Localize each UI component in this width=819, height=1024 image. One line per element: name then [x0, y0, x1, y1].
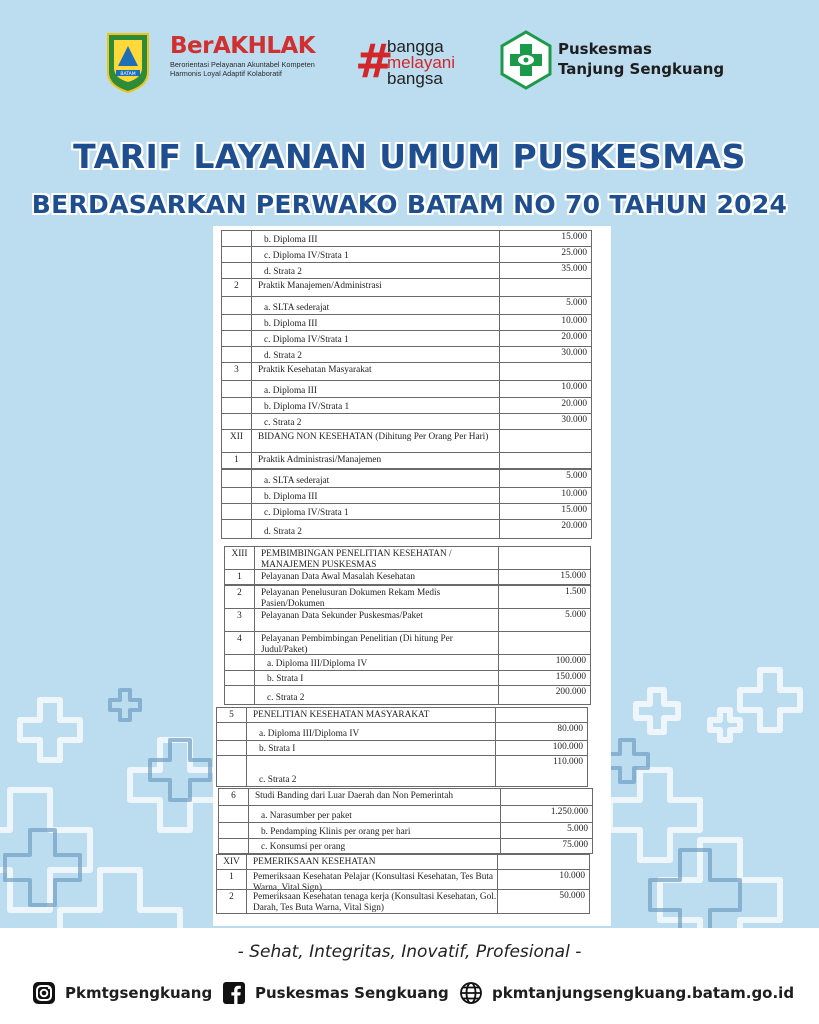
page-subtitle: BERDASARKAN PERWAKO BATAM NO 70 TAHUN 2024 — [31, 190, 788, 219]
row-description: b. Diploma III — [264, 491, 318, 502]
row-description: b. Strata I — [267, 673, 304, 684]
table-row — [221, 519, 592, 539]
row-description: Praktik Manajemen/Administrasi — [258, 281, 382, 291]
table-row — [218, 805, 593, 823]
table-row — [216, 869, 590, 893]
row-description: c. Konsumsi per orang — [261, 841, 346, 852]
row-tariff: 25.000 — [499, 247, 591, 262]
row-description: a. Diploma III/Diploma IV — [259, 728, 360, 739]
footer-tagline: - Sehat, Integritas, Inovatif, Profesional - — [237, 942, 582, 962]
row-number — [222, 488, 252, 503]
row-description: c. Strata 2 — [259, 774, 297, 785]
instagram-icon — [32, 981, 56, 1005]
table-row — [218, 838, 593, 854]
row-description: Praktik Administrasi/Manajemen — [258, 455, 382, 465]
row-tariff: 1.250.000 — [500, 806, 592, 822]
row-description: b. Diploma IV/Strata 1 — [264, 401, 350, 412]
row-description: Pelayanan Data Awal Masalah Kesehatan — [261, 572, 416, 582]
row-number — [222, 381, 252, 397]
table-row — [216, 707, 588, 723]
row-tariff — [497, 855, 589, 869]
row-tariff: 1.500 — [498, 586, 590, 608]
row-number — [222, 263, 252, 278]
puskesmas-name — [558, 39, 724, 79]
row-tariff: 110.000 — [495, 756, 587, 786]
berakhlak-wordmark: BerAKHLAK — [170, 33, 316, 59]
berakhlak-logo — [170, 32, 345, 78]
row-number: 2 — [217, 890, 247, 913]
row-number — [222, 331, 252, 346]
row-description: d. Strata 2 — [264, 526, 302, 537]
row-description: d. Strata 2 — [264, 266, 302, 277]
row-number — [217, 723, 247, 740]
row-description: a. SLTA sederajat — [264, 302, 330, 313]
table-row — [221, 452, 592, 469]
row-tariff: 5.000 — [499, 297, 591, 314]
row-description: b. Strata I — [259, 743, 296, 754]
table-row — [218, 822, 593, 839]
row-description: Pemeriksaan Kesehatan Pelajar (Konsultasi Kesehatan, Tes Buta Warna, Vital Sign) — [253, 872, 494, 893]
row-number — [225, 671, 255, 685]
row-tariff: 75.000 — [500, 839, 592, 853]
row-tariff — [499, 363, 591, 380]
melayani-text: melayani — [387, 53, 456, 72]
row-tariff: 200.000 — [498, 686, 590, 704]
table-row — [224, 670, 591, 686]
page-title: TARIF LAYANAN UMUM PUSKESMAS — [73, 137, 746, 176]
bangga-text: bangga — [387, 37, 444, 56]
table-row — [221, 487, 592, 504]
table-row — [221, 262, 592, 279]
row-description: Pelayanan Data Sekunder Puskesmas/Paket — [261, 611, 423, 621]
row-tariff — [499, 430, 591, 452]
row-number — [225, 655, 255, 670]
row-description: b. Diploma III — [264, 318, 318, 329]
row-description: b. Diploma III — [264, 234, 318, 245]
row-description: c. Diploma IV/Strata 1 — [264, 250, 349, 261]
row-number: XIV — [217, 855, 247, 869]
row-description: PEMBIMBINGAN PENELITIAN KESEHATAN / MANAJEMEN PUSKESMAS — [261, 549, 452, 570]
row-description: c. Strata 2 — [264, 417, 302, 428]
table-row — [216, 722, 588, 741]
row-description: d. Strata 2 — [264, 350, 302, 361]
row-tariff — [500, 789, 592, 805]
row-number — [222, 297, 252, 314]
instagram-link[interactable] — [32, 980, 212, 1006]
row-tariff: 30.000 — [499, 347, 591, 362]
row-number: XII — [222, 430, 252, 452]
row-tariff: 10.000 — [499, 381, 591, 397]
row-tariff: 15.000 — [499, 231, 591, 246]
row-number: 2 — [222, 279, 252, 296]
table-row — [221, 503, 592, 520]
row-number — [222, 398, 252, 413]
row-tariff: 10.000 — [499, 488, 591, 503]
row-description: b. Pendamping Klinis per orang per hari — [261, 826, 411, 837]
facebook-page-name: Puskesmas Sengkuang — [255, 984, 449, 1002]
row-number: 1 — [222, 453, 252, 468]
row-tariff: 20.000 — [499, 520, 591, 538]
row-number: 4 — [225, 632, 255, 654]
instagram-handle: Pkmtgsengkuang — [65, 984, 213, 1002]
row-tariff: 30.000 — [499, 414, 591, 429]
row-tariff: 80.000 — [495, 723, 587, 740]
row-number — [222, 504, 252, 519]
table-row — [221, 397, 592, 414]
row-tariff: 150.000 — [498, 671, 590, 685]
table-row — [221, 330, 592, 347]
hash-symbol: # — [355, 34, 394, 88]
table-row — [224, 654, 591, 671]
row-description: c. Strata 2 — [267, 692, 305, 703]
berakhlak-tagline-2: Harmonis Loyal Adaptif Kolaboratif — [170, 69, 282, 78]
row-description: a. Narasumber per paket — [261, 810, 352, 821]
row-tariff: 100.000 — [495, 741, 587, 755]
row-description: c. Diploma IV/Strata 1 — [264, 507, 349, 518]
row-number: 3 — [222, 363, 252, 380]
row-tariff: 20.000 — [499, 398, 591, 413]
bangga-melayani-bangsa-logo — [355, 36, 485, 96]
row-tariff: 100.000 — [498, 655, 590, 670]
table-row — [224, 569, 591, 585]
row-tariff: 15.000 — [498, 570, 590, 584]
table-row — [224, 685, 591, 705]
row-number — [222, 347, 252, 362]
puskesmas-name-line2: Tanjung Sengkuang — [558, 60, 725, 78]
row-number — [225, 686, 255, 704]
row-number — [222, 520, 252, 538]
row-number: 1 — [225, 570, 255, 584]
row-tariff — [499, 279, 591, 296]
row-number — [222, 247, 252, 262]
row-tariff: 10.000 — [497, 870, 589, 889]
table-row — [221, 362, 592, 381]
row-description: a. SLTA sederajat — [264, 475, 330, 486]
row-number — [219, 839, 249, 853]
row-description: PENELITIAN KESEHATAN MASYARAKAT — [253, 710, 430, 720]
row-description: Pelayanan Penelusuran Dokumen Rekam Medis Pasien/Dokumen — [261, 588, 441, 609]
row-number: 3 — [225, 609, 255, 631]
row-tariff: 10.000 — [499, 315, 591, 330]
row-tariff: 5.000 — [500, 823, 592, 838]
batam-logo-text: BATAM — [120, 72, 136, 77]
row-number: 6 — [219, 789, 249, 805]
row-description: PEMERIKSAAN KESEHATAN — [253, 857, 376, 867]
row-tariff: 5.000 — [499, 470, 591, 487]
table-row — [224, 546, 591, 570]
berakhlak-tagline-1: Berorientasi Pelayanan Akuntabel Kompeten — [170, 60, 315, 69]
row-number — [217, 741, 247, 755]
table-row — [216, 755, 588, 787]
table-row — [224, 585, 591, 609]
row-number — [222, 470, 252, 487]
website-url: pkmtanjungsengkuang.batam.go.id — [492, 984, 795, 1002]
table-row — [221, 230, 592, 247]
row-number — [222, 231, 252, 246]
row-description: Pelayanan Pembimbingan Penelitian (Di hitung Per Judul/Paket) — [261, 634, 453, 655]
tariff-document — [213, 226, 611, 926]
row-number — [217, 756, 247, 786]
row-tariff: 50.000 — [497, 890, 589, 913]
row-tariff: 35.000 — [499, 263, 591, 278]
row-number — [219, 806, 249, 822]
row-number — [222, 315, 252, 330]
row-description: a. Diploma III — [264, 385, 317, 396]
globe-icon — [459, 981, 483, 1005]
table-row — [221, 278, 592, 297]
row-tariff: 5.000 — [498, 609, 590, 631]
row-number — [219, 823, 249, 838]
table-row — [221, 246, 592, 263]
footer — [0, 928, 819, 1024]
row-description: Studi Banding dari Luar Daerah dan Non Pemerintah — [255, 791, 454, 801]
header-logos — [0, 22, 819, 102]
row-tariff — [498, 547, 590, 569]
table-row — [216, 889, 590, 914]
row-description: c. Diploma IV/Strata 1 — [264, 334, 349, 345]
row-number: XIII — [225, 547, 255, 569]
row-number: 1 — [217, 870, 247, 889]
website-link[interactable] — [459, 980, 794, 1006]
row-description: a. Diploma III/Diploma IV — [267, 658, 368, 669]
table-row — [221, 380, 592, 398]
row-tariff — [499, 453, 591, 468]
table-row — [221, 469, 592, 488]
table-row — [224, 631, 591, 655]
facebook-icon — [222, 981, 246, 1005]
table-row — [224, 608, 591, 632]
row-tariff: 15.000 — [499, 504, 591, 519]
table-row — [216, 854, 590, 870]
table-row — [221, 346, 592, 363]
bangsa-text: bangsa — [387, 69, 443, 88]
facebook-link[interactable] — [222, 980, 449, 1006]
row-tariff: 20.000 — [499, 331, 591, 346]
table-row — [221, 314, 592, 331]
table-row — [218, 788, 593, 806]
row-description: Praktik Kesehatan Masyarakat — [258, 365, 372, 375]
row-tariff — [495, 708, 587, 722]
table-row — [221, 413, 592, 430]
table-row — [216, 740, 588, 756]
row-tariff — [498, 632, 590, 654]
table-row — [221, 429, 592, 453]
puskesmas-name-line1: Puskesmas — [558, 40, 652, 58]
row-description: Pemeriksaan Kesehatan tenaga kerja (Konsultasi Kesehatan, Gol. Darah, Tes Buta Warna, Vital Sign) — [253, 892, 497, 913]
puskesmas-logo — [500, 30, 552, 90]
batam-city-logo — [104, 30, 152, 94]
row-number: 2 — [225, 586, 255, 608]
row-number: 5 — [217, 708, 247, 722]
row-number — [222, 414, 252, 429]
table-row — [221, 296, 592, 315]
row-description: BIDANG NON KESEHATAN (Dihitung Per Orang Per Hari) — [258, 432, 489, 442]
